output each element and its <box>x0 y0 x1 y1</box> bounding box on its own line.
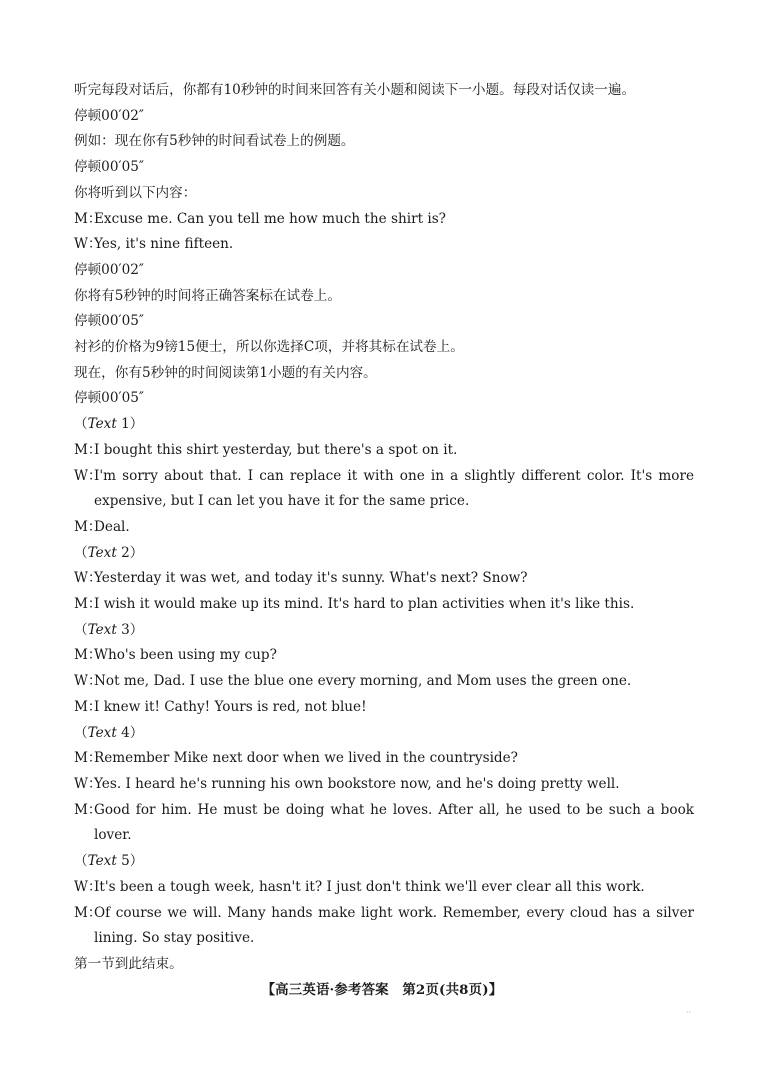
speaker-label: M： <box>74 596 102 613</box>
dialogue-line <box>74 566 694 592</box>
speaker-label: W： <box>74 673 102 690</box>
heading-number: 1） <box>116 416 144 433</box>
speaker-label: M： <box>74 904 102 921</box>
pause-marker: 停顿00′05″ <box>74 313 144 330</box>
page-footer: 【高三英语·参考答案 第2页(共8页)】 <box>261 982 503 998</box>
dialogue-line <box>74 901 694 952</box>
speaker-label: M： <box>74 647 102 664</box>
pause-marker: 停顿00′05″ <box>74 390 144 407</box>
dialogue-line <box>74 695 694 721</box>
instruction-line: 衬衫的价格为9镑15便士，所以你选择C项，并将其标在试卷上。 <box>74 339 464 356</box>
dialogue-line <box>74 232 694 258</box>
speaker-label: M： <box>74 750 102 767</box>
intro-line: 你将听到以下内容： <box>74 184 197 201</box>
speaker-label: M： <box>74 698 102 715</box>
heading-number: 2） <box>116 544 144 561</box>
dialogue-line <box>74 592 694 618</box>
utterance: I wish it would make up its mind. It's hard to plan activities when it's like this. <box>94 596 635 613</box>
text-heading <box>74 849 694 875</box>
pause-marker: 停顿00′05″ <box>74 159 144 176</box>
text-heading <box>74 618 694 644</box>
utterance: I bought this shirt yesterday, but there's a spot on it. <box>94 441 458 458</box>
heading-open: （ <box>74 544 88 561</box>
utterance: Excuse me. Can you tell me how much the shirt is? <box>94 210 446 227</box>
text-heading <box>74 721 694 747</box>
heading-label: Text <box>87 416 117 433</box>
instruction-line: 你将有5秒钟的时间将正确答案标在试卷上。 <box>74 287 341 304</box>
section-end-line: 第一节到此结束。 <box>74 955 183 972</box>
dialogue-line <box>74 746 694 772</box>
dialogue-line <box>74 207 694 233</box>
speaker-label: M： <box>74 518 102 535</box>
speaker-label: M： <box>74 441 102 458</box>
speaker-label: M： <box>74 801 102 818</box>
heading-label: Text <box>87 544 117 561</box>
dialogue-line <box>74 875 694 901</box>
document-body <box>74 78 694 978</box>
speaker-label: W： <box>74 878 102 895</box>
heading-number: 5） <box>116 853 144 870</box>
utterance: Good for him. He must be doing what he loves. After all, he used to be such a book lover. <box>94 801 694 844</box>
intro-line: 例如：现在你有5秒钟的时间看试卷上的例题。 <box>74 133 355 150</box>
dialogue-line <box>74 515 694 541</box>
dialogue-line <box>74 464 694 515</box>
corner-mark: ·· <box>686 1008 692 1017</box>
instruction-line: 现在，你有5秒钟的时间阅读第1小题的有关内容。 <box>74 364 377 381</box>
utterance: Yesterday it was wet, and today it's sunny. What's next? Snow? <box>94 570 528 587</box>
heading-label: Text <box>87 724 117 741</box>
dialogue-line <box>74 772 694 798</box>
dialogue-line <box>74 643 694 669</box>
utterance: Of course we will. Many hands make light work. Remember, every cloud has a silver lining. So stay positive. <box>94 904 694 947</box>
heading-open: （ <box>74 416 88 433</box>
utterance: It's been a tough week, hasn't it? I just don't think we'll ever clear all this work. <box>94 878 645 895</box>
heading-open: （ <box>74 724 88 741</box>
pause-marker: 停顿00′02″ <box>74 261 144 278</box>
dialogue-line <box>74 669 694 695</box>
utterance: Yes. I heard he's running his own bookstore now, and he's doing pretty well. <box>94 775 620 792</box>
heading-number: 3） <box>116 621 144 638</box>
utterance: I knew it! Cathy! Yours is red, not blue! <box>94 698 367 715</box>
utterance: Remember Mike next door when we lived in the countryside? <box>94 750 518 767</box>
heading-open: （ <box>74 853 88 870</box>
utterance: Deal. <box>94 518 130 535</box>
speaker-label: W： <box>74 570 102 587</box>
heading-open: （ <box>74 621 88 638</box>
text-heading <box>74 541 694 567</box>
speaker-label: W： <box>74 236 102 253</box>
heading-label: Text <box>87 853 117 870</box>
utterance: Who's been using my cup? <box>94 647 277 664</box>
text-heading <box>74 412 694 438</box>
speaker-label: W： <box>74 467 102 484</box>
speaker-label: M： <box>74 210 102 227</box>
utterance: Yes, it's nine fifteen. <box>94 236 234 253</box>
heading-number: 4） <box>116 724 144 741</box>
utterance: I'm sorry about that. I can replace it with one in a slightly different color. It's more expensive, but I can let you have it for the same price. <box>94 467 694 510</box>
intro-line: 听完每段对话后，你都有10秒钟的时间来回答有关小题和阅读下一小题。每段对话仅读一遍。 <box>74 82 636 98</box>
pause-marker: 停顿00′02″ <box>74 107 144 124</box>
speaker-label: W： <box>74 775 102 792</box>
dialogue-line <box>74 438 694 464</box>
utterance: Not me, Dad. I use the blue one every morning, and Mom uses the green one. <box>94 673 632 690</box>
dialogue-line <box>74 798 694 849</box>
heading-label: Text <box>87 621 117 638</box>
